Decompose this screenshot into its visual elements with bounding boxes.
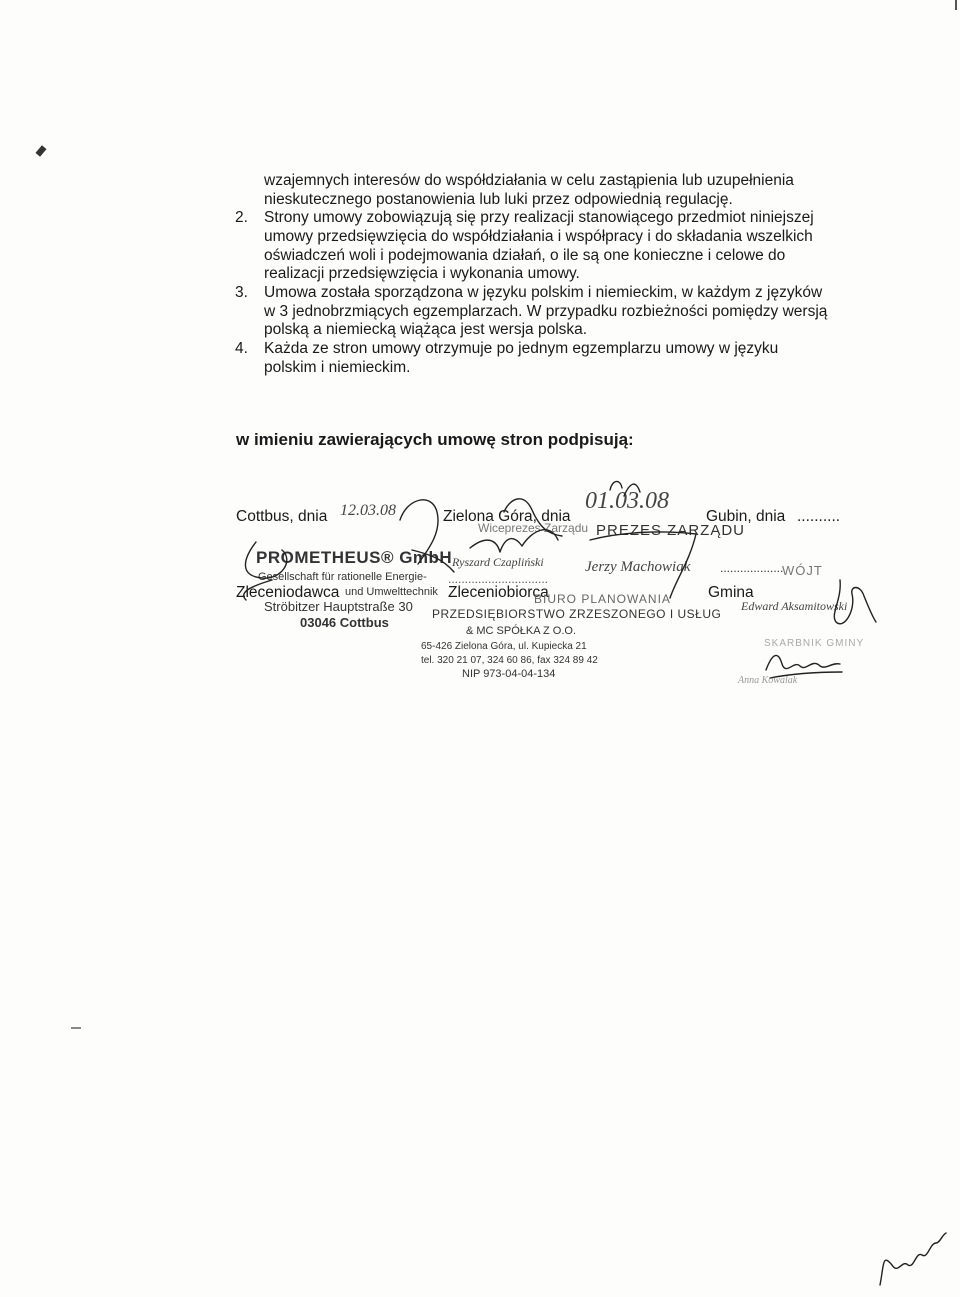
paragraph-3-line: w 3 jednobrzmiących egzemplarzach. W przypadku rozbieżności pomiędzy wersją xyxy=(264,303,828,320)
gubin-treasurer-name-stamp: Anna Kowalak xyxy=(738,675,798,686)
paragraph-4-line: Każda ze stron umowy otrzymuje po jednym egzemplarzu umowy w języku xyxy=(264,340,779,357)
paragraph-1-continuation-line: wzajemnych interesów do współdziałania w celu zastąpienia lub uzupełnienia xyxy=(264,172,794,189)
gubin-treasurer-stamp: SKARBNIK GMINY xyxy=(764,638,865,649)
prometheus-stamp-name: PROMETHEUS® GmbH xyxy=(256,548,453,567)
paragraph-number: 4. xyxy=(235,340,248,357)
paragraph-1-continuation-line: nieskutecznego postanowienia lub luki przez odpowiednią regulację. xyxy=(264,191,733,208)
zg-dots: .............................. xyxy=(448,572,549,586)
zg-company-stamp-line: PRZEDSIĘBIORSTWO ZRZESZONEGO I USŁUG xyxy=(432,607,722,621)
gubin-dots: ................... xyxy=(720,561,784,575)
zielona-gora-date-handwritten: 01.03.08 xyxy=(585,488,669,514)
gubin-party-role: Gmina xyxy=(708,584,754,601)
zg-company-stamp-line: BIURO PLANOWANIA xyxy=(534,592,671,606)
paragraph-3-line: polską a niemiecką wiążąca jest wersja polska. xyxy=(264,321,588,338)
paragraph-2-line: umowy przedsięwzięcia do współdziałania i współpracy i do składania wszelkich xyxy=(264,228,813,245)
zg-president-stamp: PREZES ZARZĄDU xyxy=(596,522,746,539)
paragraph-4-line: polskim i niemieckim. xyxy=(264,359,411,376)
zg-name-stamp: Jerzy Machowiak xyxy=(585,559,691,575)
zielona-gora-party-role: Zleceniobiorca xyxy=(448,584,549,601)
gubin-date-label: Gubin, dnia xyxy=(706,508,786,525)
gubin-wojt-name-stamp: Edward Aksamitowski xyxy=(741,599,848,613)
cottbus-party-role: Zleceniodawca xyxy=(236,584,340,601)
paragraph-2-line: realizacji przedsięwzięcia i wykonania umowy. xyxy=(264,265,580,282)
prometheus-stamp-line: 03046 Cottbus xyxy=(300,615,389,630)
zg-company-stamp-line: & MC SPÓŁKA Z O.O. xyxy=(466,625,577,637)
gubin-wojt-stamp: WÓJT xyxy=(782,563,823,578)
prometheus-stamp-line: Gesellschaft für rationelle Energie- xyxy=(258,571,427,583)
zielona-gora-signature-scribble xyxy=(440,470,730,600)
scan-artifact xyxy=(35,145,46,157)
zg-vice-president-stamp: Wiceprezes Zarządu xyxy=(478,521,589,535)
gubin-treasurer-signature-scribble xyxy=(760,640,850,690)
prometheus-stamp-line: und Umwelttechnik xyxy=(345,586,438,598)
paragraph-3-line: Umowa została sporządzona w języku polskim i niemieckim, w każdym z języków xyxy=(264,284,823,301)
prometheus-stamp-line: Ströbitzer Hauptstraße 30 xyxy=(264,599,413,614)
cottbus-signature-scribble xyxy=(232,480,462,610)
scan-artifact xyxy=(71,1027,81,1029)
gubin-wojt-signature-scribble xyxy=(820,570,880,630)
page-initials-scribble xyxy=(870,1225,950,1295)
paragraph-number: 3. xyxy=(235,284,248,301)
zg-company-stamp-line: 65-426 Zielona Góra, ul. Kupiecka 21 xyxy=(421,641,587,652)
cottbus-date-handwritten: 12.03.08 xyxy=(340,502,396,519)
zg-company-stamp-line: NIP 973-04-04-134 xyxy=(462,668,556,680)
signing-heading: w imieniu zawierających umowę stron podpisują: xyxy=(236,430,634,449)
zg-company-stamp-line: tel. 320 21 07, 324 60 86, fax 324 89 42 xyxy=(421,655,598,666)
zg-name-stamp: Ryszard Czapliński xyxy=(452,555,544,569)
scan-artifact xyxy=(955,0,957,10)
gubin-date-dots: .......... xyxy=(797,508,841,525)
zielona-gora-date-label: Zielona Góra, dnia xyxy=(443,508,571,525)
paragraph-2-line: oświadczeń woli i podejmowania działań, o ile są one konieczne i celowe do xyxy=(264,247,786,264)
paragraph-2-line: Strony umowy zobowiązują się przy realizacji stanowiącego przedmiot niniejszej xyxy=(264,209,814,226)
cottbus-date-label: Cottbus, dnia xyxy=(236,508,328,525)
paragraph-number: 2. xyxy=(235,209,248,226)
